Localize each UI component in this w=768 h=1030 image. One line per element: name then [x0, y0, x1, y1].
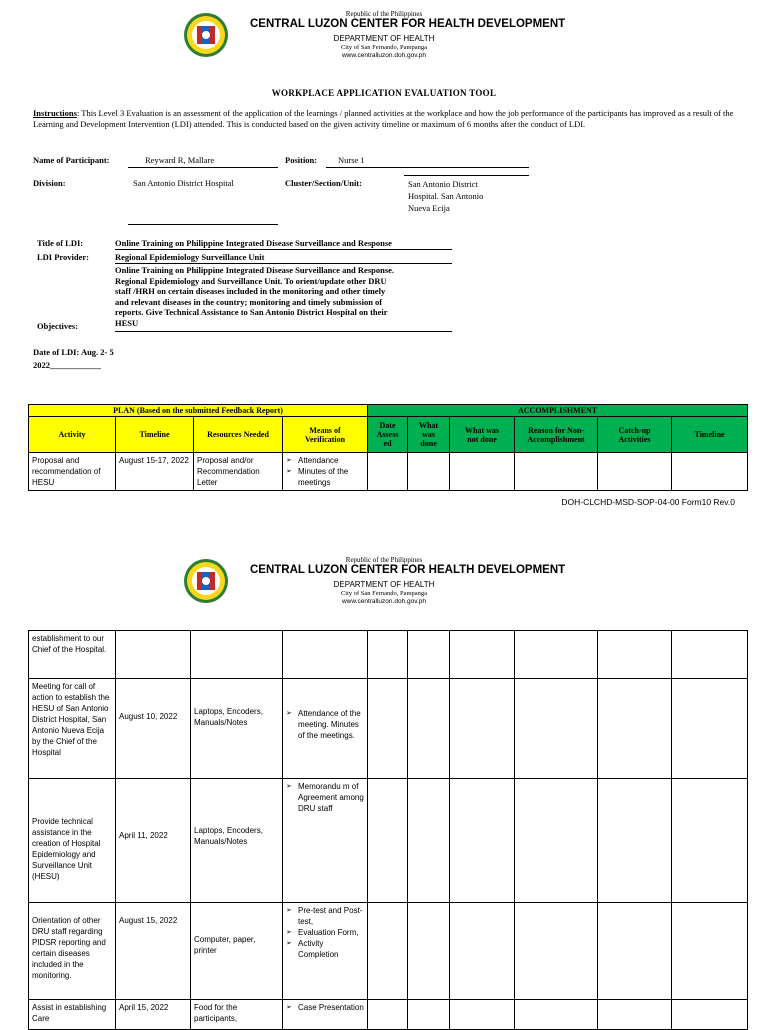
doh-seal-icon — [183, 558, 229, 604]
cluster-label: Cluster/Section/Unit: — [285, 178, 362, 188]
cell-empty — [515, 453, 598, 491]
ldi-title-value: Online Training on Philippine Integrated Disease Surveillance and Response — [115, 238, 452, 250]
form-code: DOH-CLCHD-MSD-SOP-04-00 Form10 Rev.0 — [561, 497, 735, 507]
division-value: San Antonio District Hospital — [133, 178, 234, 188]
cell-timeline: April 11, 2022 — [116, 779, 191, 903]
department-name: DEPARTMENT OF HEALTH — [333, 580, 435, 589]
cell-empty — [450, 1000, 515, 1030]
cell-resources: Food for the participants, — [191, 1000, 283, 1030]
cell-empty — [598, 679, 672, 779]
ldi-provider-label: LDI Provider: — [37, 252, 90, 262]
doh-seal-icon — [183, 12, 229, 58]
ldi-date-value: Aug. 2- 5 — [80, 347, 114, 357]
col-header-means: Means of Verification — [283, 417, 368, 453]
col-header-catchup: Catch-up Activities — [598, 417, 672, 453]
cell-empty — [598, 903, 672, 1000]
objectives-line: reports. Give Technical Assistance to San Antonio District Hospital on their — [115, 307, 388, 317]
instructions-label: Instructions — [33, 108, 77, 118]
cell-resources: Proposal and/or Recommendation Letter — [194, 453, 283, 491]
page1-letterhead — [0, 10, 768, 70]
table-row — [29, 453, 748, 491]
accomplishment-section-header: ACCOMPLISHMENT — [368, 405, 748, 417]
cell-empty — [368, 903, 408, 1000]
organization-name: CENTRAL LUZON CENTER FOR HEALTH DEVELOPMENT — [250, 18, 566, 30]
organization-name: CENTRAL LUZON CENTER FOR HEALTH DEVELOPMENT — [250, 564, 566, 576]
objectives-line: Regional Epidemiology and Surveillance Unit. To orient/update other DRU — [115, 275, 387, 286]
cell-empty — [450, 453, 515, 491]
objectives-line: staff /HRH on certain diseases included in the monitoring and other timely — [115, 286, 386, 296]
cluster-line: Nueva Ecija — [408, 203, 450, 213]
cell-resources — [191, 631, 283, 679]
cell-empty — [368, 779, 408, 903]
cell-empty — [598, 779, 672, 903]
cell-empty — [515, 679, 598, 779]
position-value: Nurse 1 — [338, 155, 365, 165]
cell-means — [283, 1000, 368, 1030]
cell-timeline: August 15, 2022 — [116, 903, 191, 1000]
means-item: ➢ Activity Completion — [296, 938, 364, 960]
cell-means — [283, 679, 368, 779]
cell-means — [283, 903, 368, 1000]
cell-empty — [672, 453, 748, 491]
department-name: DEPARTMENT OF HEALTH — [333, 34, 435, 43]
objectives-line: HESU — [115, 317, 139, 328]
cell-means — [283, 453, 368, 491]
city-line: City of San Fernando, Pampanga — [340, 590, 428, 597]
col-header-acc-timeline: Timeline — [672, 417, 748, 453]
table-row — [29, 779, 748, 903]
table-row — [29, 903, 748, 1000]
cell-empty — [515, 1000, 598, 1030]
cell-activity: Assist in establishing Care — [29, 1000, 116, 1030]
instructions-text: : This Level 3 Evaluation is an assessment of the application of the learnings / planned activities at the workplace and how the job performance of the participants has improved as a result of the Learning and Development Intervention (LDI) attended. This is conducted based on the given activity timeline or maximum of 6 months after the conduct of LDI. — [33, 108, 734, 129]
cluster-line: San Antonio District — [408, 179, 478, 189]
means-item: ➢ Memorandu m of Agreement among DRU staff — [296, 781, 364, 814]
objectives-line: and relevant diseases in the country; monitoring and timely submission of — [115, 296, 383, 307]
cell-empty — [598, 631, 672, 679]
division-underline — [128, 224, 278, 225]
republic-line: Republic of the Philippines — [345, 10, 423, 18]
division-label: Division: — [33, 178, 66, 188]
document-title: WORKPLACE APPLICATION EVALUATION TOOL — [271, 88, 497, 98]
cell-empty — [672, 631, 748, 679]
cell-timeline: April 15, 2022 — [116, 1000, 191, 1030]
cell-empty — [368, 453, 408, 491]
ldi-date-label: Date of LDI: — [33, 347, 80, 357]
cell-empty — [672, 903, 748, 1000]
objectives-label: Objectives: — [37, 321, 79, 331]
participant-name-field — [128, 155, 278, 168]
cell-timeline: August 15-17, 2022 — [116, 453, 194, 491]
cell-resources: Computer, paper, printer — [191, 903, 283, 1000]
cell-empty — [408, 453, 450, 491]
cell-empty — [672, 679, 748, 779]
col-header-not-done: What was not done — [450, 417, 515, 453]
col-header-date-assessed: Date Assess ed — [368, 417, 408, 453]
cell-empty — [515, 631, 598, 679]
col-header-activity: Activity — [29, 417, 116, 453]
col-header-timeline: Timeline — [116, 417, 194, 453]
ldi-date — [33, 347, 114, 357]
table-row — [29, 679, 748, 779]
plan-table-continued — [28, 630, 748, 1030]
city-line: City of San Fernando, Pampanga — [340, 44, 428, 51]
cell-means — [283, 779, 368, 903]
cell-activity: establishment to our Chief of the Hospital. — [29, 631, 116, 679]
cell-empty — [672, 779, 748, 903]
cell-empty — [408, 679, 450, 779]
cell-empty — [368, 631, 408, 679]
cell-empty — [598, 453, 672, 491]
objectives-underline — [115, 331, 452, 332]
means-item: ➢ Attendance of the meeting. Minutes of the meetings. — [296, 708, 364, 741]
means-item: ➢ Evaluation Form, — [296, 927, 364, 938]
cell-activity: Meeting for call of action to establish the HESU of San Antonio District Hospital, San Antonio Nueva Ecija by the Chief of the Hospital — [29, 679, 116, 779]
cell-activity: Proposal and recommendation of HESU — [29, 453, 116, 491]
cluster-value — [408, 178, 483, 214]
cluster-line: Hospital. San Antonio — [408, 191, 484, 201]
participant-name-label: Name of Participant: — [33, 155, 110, 165]
cell-means — [283, 631, 368, 679]
table-row — [29, 1000, 748, 1030]
cell-empty — [408, 903, 450, 1000]
cell-empty — [450, 679, 515, 779]
means-item: ➢ Minutes of the meetings — [296, 466, 364, 488]
cell-empty — [672, 1000, 748, 1030]
means-item: ➢ Attendance — [296, 455, 364, 466]
table-row — [29, 631, 748, 679]
cell-empty — [408, 779, 450, 903]
col-header-what-done: What was done — [408, 417, 450, 453]
cell-empty — [368, 679, 408, 779]
page2-letterhead — [0, 556, 768, 616]
col-header-resources: Resources Needed — [194, 417, 283, 453]
cell-empty — [515, 779, 598, 903]
position-field — [326, 155, 529, 168]
cell-activity: Provide technical assistance in the creation of Hospital Epidemiology and Surveillance Unit (HESU) — [29, 779, 116, 903]
instructions — [33, 108, 738, 130]
cell-empty — [450, 903, 515, 1000]
means-item: ➢ Pre-test and Post-test, — [296, 905, 364, 927]
website-line: www.centralluzon.doh.gov.ph — [341, 598, 427, 605]
cell-resources: Laptops, Encoders, Manuals/Notes — [191, 779, 283, 903]
cell-timeline — [116, 631, 191, 679]
cell-timeline: August 10, 2022 — [116, 679, 191, 779]
means-item: ➢ Case Presentation — [296, 1002, 364, 1013]
plan-section-header: PLAN (Based on the submitted Feedback Report) — [29, 405, 368, 417]
cell-activity: Orientation of other DRU staff regarding PIDSR reporting and certain diseases included in the monitoring. — [29, 903, 116, 1000]
cell-empty — [450, 779, 515, 903]
col-header-reason: Reason for Non- Accomplishment — [515, 417, 598, 453]
cell-empty — [408, 631, 450, 679]
objectives-line: Online Training on Philippine Integrated Disease Surveillance and Response. — [115, 265, 395, 275]
ldi-date-year: 2022____________ — [33, 360, 101, 370]
website-line: www.centralluzon.doh.gov.ph — [341, 52, 427, 59]
participant-name-value: Reyward R, Mallare — [145, 155, 215, 165]
ldi-provider-value: Regional Epidemiology Surveillance Unit — [115, 252, 452, 264]
cell-empty — [450, 631, 515, 679]
cell-empty — [408, 1000, 450, 1030]
cluster-top-line — [404, 175, 529, 176]
cell-empty — [598, 1000, 672, 1030]
cell-empty — [515, 903, 598, 1000]
position-label: Position: — [285, 155, 318, 165]
republic-line: Republic of the Philippines — [345, 556, 423, 564]
ldi-title-label: Title of LDI: — [37, 238, 84, 248]
ldi-objectives-text — [115, 265, 460, 328]
cell-resources: Laptops, Encoders, Manuals/Notes — [191, 679, 283, 779]
plan-table — [28, 404, 748, 491]
cell-empty — [368, 1000, 408, 1030]
